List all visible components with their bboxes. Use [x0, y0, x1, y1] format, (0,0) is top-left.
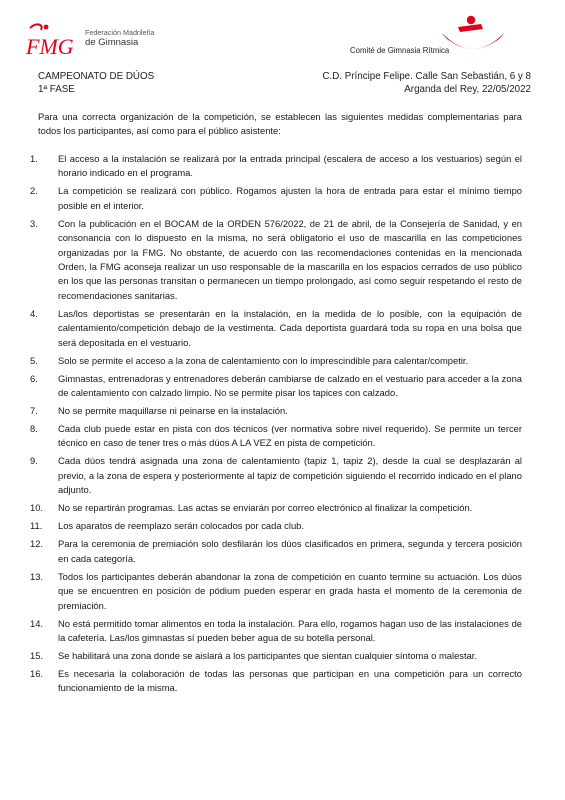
- fmg-logo: [24, 22, 174, 62]
- list-item: [30, 184, 522, 213]
- event-header: [38, 70, 154, 96]
- item-text: Cada dúos tendrá asignada una zona de calentamiento (tapiz 1, tapiz 2), desde la cual se desplazarán al previo, a la zona de espera y posteriormente al tapiz de competición siguiendo el recorrido indicado en el plano adjunto.: [58, 455, 522, 496]
- item-number: 1.: [30, 153, 38, 164]
- list-item: [30, 667, 522, 696]
- item-number: 5.: [30, 354, 38, 366]
- item-number: 8.: [30, 423, 38, 435]
- fmg-logo-icon: [24, 22, 84, 62]
- list-item: [30, 519, 522, 533]
- item-text: Cada club puede estar en pista con dos técnicos (ver normativa sobre nivel requerido). Se permite un tercer técnico en caso de tener tres o más dúos A LA VEZ en pista de competición.: [58, 423, 522, 449]
- item-text: Gimnastas, entrenadoras y entrenadores deberán cambiarse de calzado en el vestuario para acceder a la zona de calentamiento con calzado limpio. No se permite pisar los tapices con calzado.: [58, 372, 522, 399]
- rhythmic-gymnastics-logo: [438, 15, 508, 57]
- item-text: Con la publicación en el BOCAM de la ORDEN 576/2022, de 21 de abril, de la Consejería de Sanidad, y en consonancia con lo dispuesto en la misma, no será obligatorio el uso de mascarilla en las competiciones organizadas por la FMG. No obstante, de acuerdo con las recomendaciones contenidas en la mencionada Orden, la FMG aconseja realizar un uso responsable de la mascarilla en los espacios cerrados de uso público en los que las personas transitan o permanecen un tiempo prolongado, así como seguir respetando el resto de recomendaciones sanitarias.: [58, 217, 522, 301]
- list-item: [30, 454, 522, 497]
- list-item: [30, 649, 522, 663]
- list-item: [30, 501, 522, 515]
- item-number: 7.: [30, 405, 38, 417]
- federation-name-line1: Federación Madrileña: [85, 28, 155, 37]
- venue-address: C.D. Príncipe Felipe. Calle San Sebastián, 6 y 8: [322, 71, 531, 82]
- item-number: 16.: [30, 667, 44, 679]
- event-phase: 1ª FASE: [38, 84, 75, 95]
- gymnast-icon: [438, 15, 508, 57]
- item-number: 11.: [30, 520, 43, 532]
- federation-name-line2: de Gimnasia: [85, 37, 139, 48]
- item-text: Las/los deportistas se presentarán en la instalación, en la medida de lo posible, con la equipación de calentamiento/competición debajo de la vestimenta. Cada deportista guardará toda su ropa en una bolsa que será depositada en el vestuario.: [58, 307, 522, 348]
- list-item: [30, 307, 522, 350]
- item-text: Es necesaria la colaboración de todas las personas que participan en una competición para un correcto funcionamiento de la misma.: [58, 667, 522, 694]
- item-text: Todos los participantes deberán abandonar la zona de competición en cuanto termine su actuación. Los dúos que se encuentren en posición de pódium pueden esperar en grada hasta el momento de la ceremonia de premiación.: [58, 570, 522, 611]
- list-item: [30, 537, 522, 566]
- item-number: 10.: [30, 502, 44, 514]
- list-item: [30, 372, 522, 401]
- item-text: Se habilitará una zona donde se aislará a los participantes que sientan cualquier síntoma o malestar.: [58, 649, 478, 661]
- item-text: No se permite maquillarse ni peinarse en la instalación.: [58, 405, 288, 417]
- item-text: No se repartirán programas. Las actas se enviarán por correo electrónico al finalizar la competición.: [58, 502, 473, 514]
- item-text: Para la ceremonia de premiación solo desfilarán los dúos clasificados en primera, segunda y tercera posición en cada categoría.: [58, 538, 522, 564]
- item-number: 15.: [30, 649, 44, 661]
- list-item: [30, 152, 522, 181]
- item-text: La competición se realizará con público. Rogamos ajusten la hora de entrada para estar el mínimo tiempo posible en el interior.: [58, 185, 522, 211]
- item-number: 12.: [30, 538, 44, 550]
- measures-list: [30, 152, 522, 699]
- committee-label: Comité de Gimnasia Rítmica: [350, 46, 450, 55]
- item-number: 2.: [30, 185, 38, 197]
- item-number: 4.: [30, 307, 38, 319]
- venue-header: [322, 70, 531, 96]
- list-item: [30, 617, 522, 646]
- item-number: 3.: [30, 217, 38, 229]
- place-date: Arganda del Rey, 22/05/2022: [404, 84, 531, 95]
- fmg-logo-text: FMG: [26, 34, 74, 59]
- item-text: Los aparatos de reemplazo serán colocados por cada club.: [58, 520, 304, 532]
- item-text: El acceso a la instalación se realizará por la entrada principal (escalera de acceso a los vestuarios) según el horario indicado en el programa.: [58, 153, 522, 179]
- item-text: Solo se permite el acceso a la zona de calentamiento con lo imprescindible para calentar/competir.: [58, 354, 469, 366]
- item-number: 13.: [30, 570, 44, 582]
- list-item: [30, 404, 522, 418]
- list-item: [30, 422, 522, 451]
- event-title: CAMPEONATO DE DÚOS: [38, 71, 155, 82]
- item-text: No está permitido tomar alimentos en toda la instalación. Para ello, rogamos hagan uso de las instalaciones de la cafetería. Las/los gimnastas sí pueden beber agua de su botella personal.: [58, 617, 522, 643]
- list-item: [30, 354, 522, 368]
- list-item: [30, 570, 522, 613]
- intro-paragraph: Para una correcta organización de la competición, se establecen las siguientes medidas complementarias para todos los participantes, así como para el público asistente:: [38, 111, 522, 136]
- item-number: 14.: [30, 617, 44, 629]
- item-number: 9.: [30, 455, 38, 467]
- item-number: 6.: [30, 372, 38, 384]
- list-item: [30, 217, 522, 303]
